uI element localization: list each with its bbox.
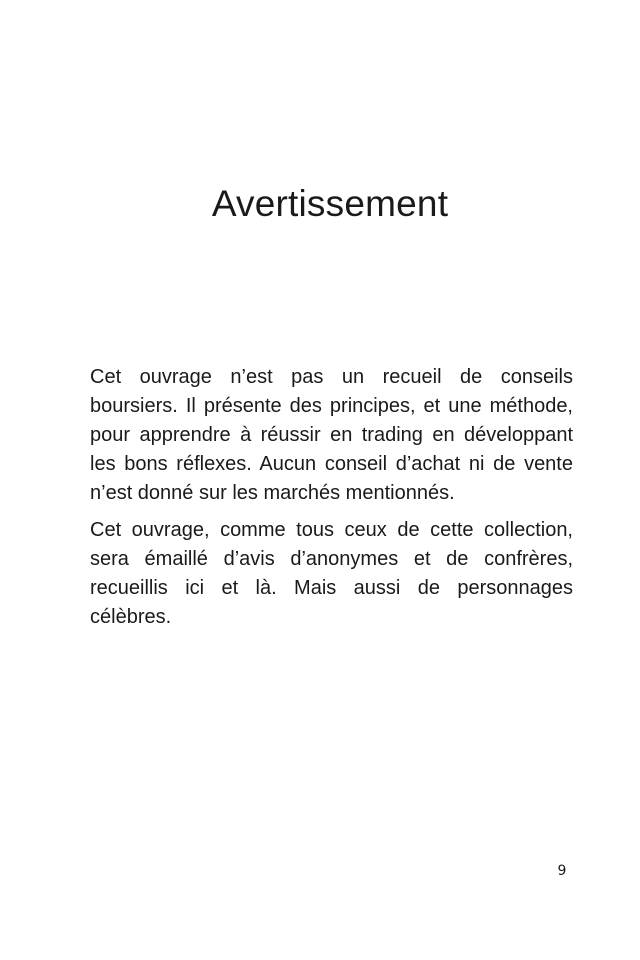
page-number: 9 [557, 863, 567, 879]
paragraph-disclaimer: Cet ouvrage n’est pas un recueil de conseils boursiers. Il présente des principes, et une méthode, pour apprendre à réussir en trading en développant les bons réflexes. Aucun conseil d’achat ni de vente n’est donné sur les marchés mentionnés. [90, 366, 573, 504]
page-title: Avertissement [211, 183, 449, 224]
paragraph-collection-note: Cet ouvrage, comme tous ceux de cette collection, sera émaillé d’avis d’anonymes et de confrères, recueillis ici et là. Mais aussi de personnages célèbres. [90, 519, 573, 628]
body-text [90, 363, 573, 640]
